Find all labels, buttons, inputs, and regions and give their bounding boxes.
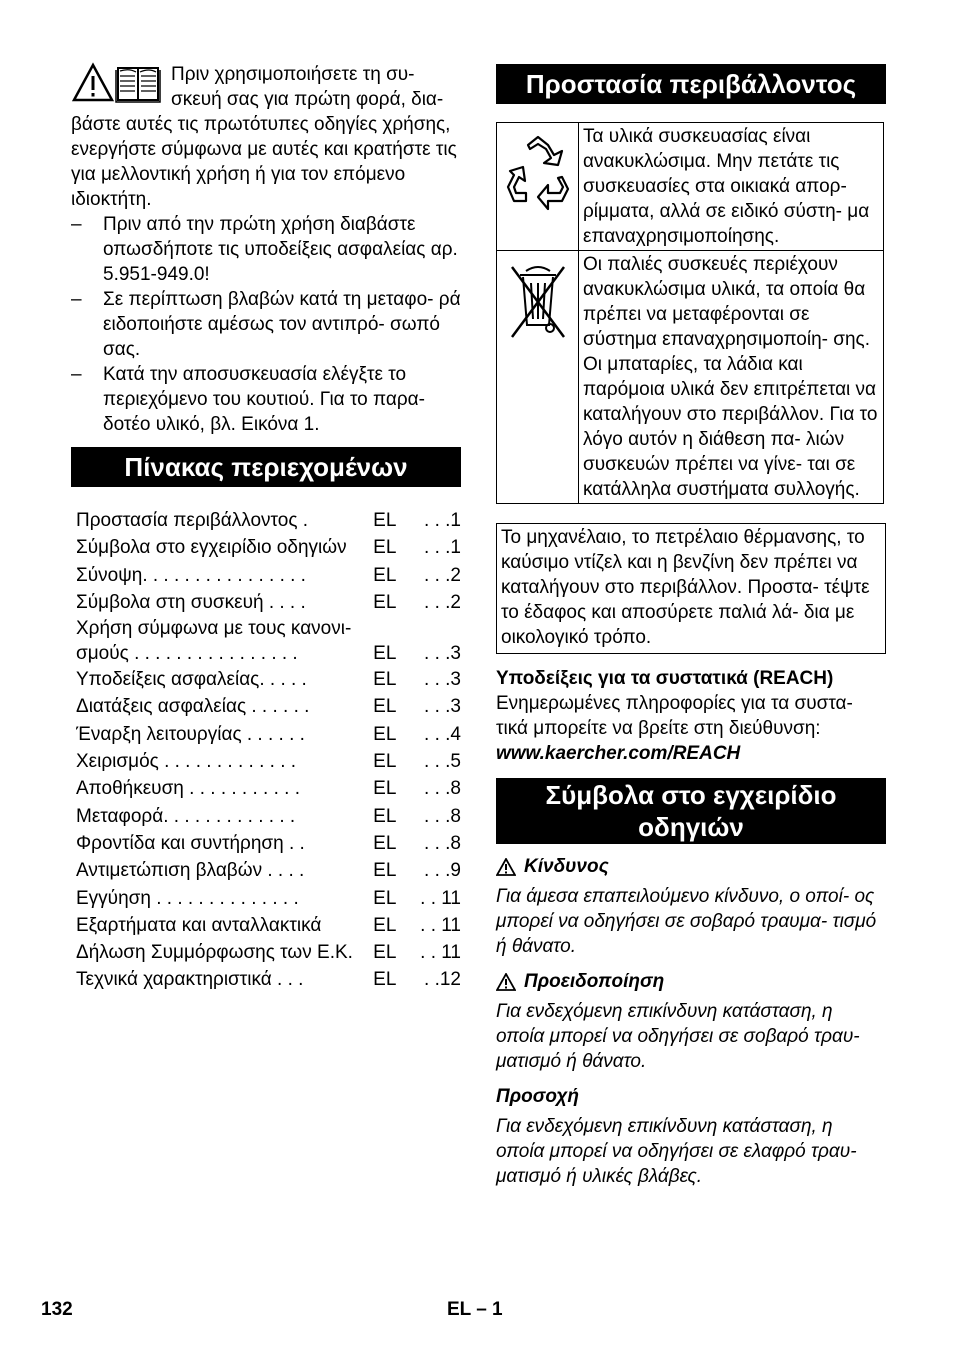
toc-row[interactable] bbox=[71, 966, 461, 993]
list-item: – Σε περίπτωση βλαβών κατά τη μεταφο- ρά ειδοποιήστε αμέσως τον αντιπρό- σωπό σας. bbox=[71, 289, 461, 360]
toc-lang: EL bbox=[373, 669, 397, 691]
toc-title: Χειρισμός . . . . . . . . . . . . . bbox=[76, 751, 297, 773]
toc-row[interactable] bbox=[71, 589, 461, 616]
toc-lang: EL bbox=[373, 860, 397, 882]
intro-line-1: Πριν χρησιμοποιήσετε τη συ- bbox=[171, 64, 415, 85]
warning-manual-icons bbox=[71, 62, 163, 106]
toc-page: . . .3 bbox=[424, 696, 461, 718]
reach-text: Ενημερωμένες πληροφορίες για τα συστα- τικά μπορείτε να βρείτε στη διεύθυνση: bbox=[496, 693, 853, 739]
env-heading: Προστασία περιβάλλοντος bbox=[496, 64, 886, 104]
toc-page: . . .8 bbox=[424, 805, 461, 827]
intro-bullets bbox=[71, 212, 461, 437]
list-item: – Κατά την αποσυσκευασία ελέγξτε το περιεχόμενο του κουτιού. Για το παρα- δοτέο υλικό, βλ. Εικόνα 1. bbox=[71, 364, 425, 435]
toc-lang: EL bbox=[373, 751, 397, 773]
toc-row[interactable] bbox=[71, 748, 461, 775]
danger-text: Για άμεσα επαπειλούμενο κίνδυνο, ο οποί- ος μπορεί να οδηγήσει σε σοβαρό τραυμα- τισμό ή θάνατο. bbox=[496, 886, 877, 957]
warning-text: Για ενδεχόμενη επικίνδυνη κατάσταση, η οποία μπορεί να οδηγήσει σε σοβαρό τραυ- ματισμό ή θάνατο. bbox=[496, 1001, 860, 1072]
page-number: 132 bbox=[41, 1299, 73, 1320]
toc-row[interactable] bbox=[71, 857, 461, 884]
crossed-bin-icon bbox=[498, 251, 578, 361]
toc-lang: EL bbox=[373, 696, 397, 718]
toc-lang: EL bbox=[373, 969, 397, 991]
warning-icon bbox=[74, 65, 112, 100]
toc-lang: EL bbox=[373, 537, 397, 559]
warning-icon bbox=[496, 858, 516, 876]
toc-lang: EL bbox=[373, 832, 397, 854]
toc-lang: EL bbox=[373, 564, 397, 586]
toc-row[interactable] bbox=[71, 666, 461, 693]
toc-page: . .12 bbox=[424, 969, 461, 991]
recycle-cell bbox=[497, 123, 579, 251]
recycle-icon bbox=[498, 123, 578, 233]
toc-page: . . .8 bbox=[424, 778, 461, 800]
symbols-heading: Σύμβολα στο εγχειρίδιο οδηγιών bbox=[496, 778, 886, 844]
toc-lang: EL bbox=[373, 942, 397, 964]
toc-title: Έναρξη λειτουργίας . . . . . . bbox=[76, 723, 305, 745]
toc-row[interactable] bbox=[71, 885, 461, 912]
toc-page: . . .4 bbox=[424, 723, 461, 745]
warning-label: Προειδοποίηση bbox=[496, 969, 886, 994]
list-item: – Πριν από την πρώτη χρήση διαβάστε οπωσδήποτε τις υποδείξεις ασφαλείας αρ. 5.951-949.0! bbox=[71, 214, 458, 285]
toc-page: . . 11 bbox=[420, 914, 461, 936]
toc-row[interactable] bbox=[71, 693, 461, 720]
toc-lang: EL bbox=[373, 887, 397, 909]
intro-text: βάστε αυτές τις πρωτότυπες οδηγίες χρήσης, ενεργήστε σύμφωνα με αυτές και κρατήστε τις για μελλοντική χρήση ή για τον επόμενο ιδιοκτήτη. bbox=[71, 114, 457, 210]
intro-section bbox=[71, 62, 461, 437]
toc-lang: EL bbox=[373, 805, 397, 827]
oil-note: Το μηχανέλαιο, το πετρέλαιο θέρμανσης, το καύσιμο ντίζελ και η βενζίνη δεν πρέπει να καταλήγουν στο περιβάλλον. Προστα- τέψτε το έδαφος και αποσύρετε παλιά λά- δια με οικολογικό τρόπο. bbox=[496, 523, 886, 654]
toc-page: . . .2 bbox=[424, 564, 461, 586]
toc-page: . . .5 bbox=[424, 751, 461, 773]
toc-row[interactable] bbox=[71, 562, 461, 589]
recycle-text: Τα υλικά συσκευασίας είναι ανακυκλώσιμα. Μην πετάτε τις συσκευασίες στα οικιακά απορ- ρίμματα, αλλά σε ειδικό σύστη- μα επαναχρησιμοποίησης. bbox=[579, 123, 884, 251]
table-row bbox=[497, 123, 884, 251]
toc-row[interactable] bbox=[71, 939, 461, 966]
toc-row[interactable] bbox=[71, 721, 461, 748]
toc-title: Σύμβολα στη συσκευή . . . . bbox=[76, 591, 306, 613]
bin-text: Οι παλιές συσκευές περιέχουν ανακυκλώσιμα υλικά, τα οποία θα πρέπει να μεταφέρονται σε σύστημα επαναχρησιμοποίη- σης. Οι μπαταρίες, τα λάδια και παρόμοια υλικά δεν επιτρέπεται να καταλήγουν στο περιβάλλον. Για το λόγο αυτόν η διάθεση πα- λιών συσκευών πρέπει να γίνε- ται σε κατάλληλα συστήματα συλλογής. bbox=[579, 251, 884, 504]
reach-heading: Υποδείξεις για τα συστατικά (REACH) bbox=[496, 668, 834, 689]
table-row bbox=[497, 251, 884, 504]
manual-icon bbox=[116, 68, 160, 102]
toc-row[interactable] bbox=[71, 803, 461, 830]
intro-line-2: σκευή σας για πρώτη φορά, δια- bbox=[171, 89, 444, 110]
toc-title: Αποθήκευση . . . . . . . . . . . bbox=[76, 778, 301, 800]
toc-title: Αντιμετώπιση βλαβών . . . . bbox=[76, 860, 305, 882]
toc-title: Προστασία περιβάλλοντος . bbox=[76, 510, 309, 531]
toc-page: . . 11 bbox=[420, 887, 461, 909]
toc-page: . . .9 bbox=[424, 860, 461, 882]
toc-page: . . .2 bbox=[424, 591, 461, 613]
toc-row[interactable] bbox=[71, 912, 461, 939]
reach-link[interactable]: www.kaercher.com/REACH bbox=[496, 743, 741, 764]
toc-title: Εγγύηση . . . . . . . . . . . . . . bbox=[76, 887, 299, 909]
toc-page: . . .1 bbox=[424, 510, 461, 531]
toc-title: Φροντίδα και συντήρηση . . bbox=[76, 832, 305, 854]
toc-page: . . 11 bbox=[420, 942, 461, 964]
toc-title: Χρήση σύμφωνα με τους κανονι- σμούς . . . . . . . . . . . . . . . . bbox=[76, 618, 352, 665]
toc-title: Σύμβολα στο εγχειρίδιο οδηγιών bbox=[76, 537, 347, 559]
toc-row[interactable] bbox=[71, 616, 461, 666]
warning-icon bbox=[496, 973, 516, 991]
caution-label: Προσοχή bbox=[496, 1086, 580, 1107]
toc-row[interactable] bbox=[71, 775, 461, 802]
toc-title: Υποδείξεις ασφαλείας. . . . . bbox=[76, 669, 307, 691]
toc-page: . . .3 bbox=[424, 669, 461, 691]
toc-lang: EL bbox=[373, 643, 397, 665]
caution-text: Για ενδεχόμενη επικίνδυνη κατάσταση, η οποία μπορεί να οδηγήσει σε ελαφρό τραυ- ματισμό ή υλικές βλάβες. bbox=[496, 1116, 857, 1187]
table-of-contents bbox=[71, 507, 461, 994]
left-column bbox=[71, 62, 461, 994]
bin-cell bbox=[497, 251, 579, 504]
right-column bbox=[496, 64, 886, 1189]
toc-lang: EL bbox=[373, 510, 397, 531]
toc-title: Μεταφορά. . . . . . . . . . . . . bbox=[76, 805, 296, 827]
toc-title: Εξαρτήματα και ανταλλακτικά bbox=[76, 914, 322, 936]
toc-row[interactable] bbox=[71, 507, 461, 534]
lang-page-marker: EL – 1 bbox=[447, 1299, 503, 1320]
toc-heading: Πίνακας περιεχομένων bbox=[71, 447, 461, 487]
toc-title: Δήλωση Συμμόρφωσης των Ε.Κ. bbox=[76, 942, 353, 964]
toc-lang: EL bbox=[373, 914, 397, 936]
toc-title: Σύνοψη. . . . . . . . . . . . . . . . bbox=[76, 564, 306, 586]
env-table bbox=[496, 122, 884, 504]
toc-row[interactable] bbox=[71, 830, 461, 857]
toc-lang: EL bbox=[373, 778, 397, 800]
toc-page: . . .8 bbox=[424, 832, 461, 854]
toc-page: . . .3 bbox=[424, 643, 461, 665]
toc-page: . . .1 bbox=[424, 537, 461, 559]
toc-row[interactable] bbox=[71, 534, 461, 561]
toc-title: Διατάξεις ασφαλείας . . . . . . bbox=[76, 696, 310, 718]
toc-title: Τεχνικά χαρακτηριστικά . . . bbox=[76, 969, 304, 991]
toc-lang: EL bbox=[373, 723, 397, 745]
symbols-list bbox=[496, 854, 886, 1189]
danger-label: Κίνδυνος bbox=[496, 854, 886, 879]
toc-lang: EL bbox=[373, 591, 397, 613]
